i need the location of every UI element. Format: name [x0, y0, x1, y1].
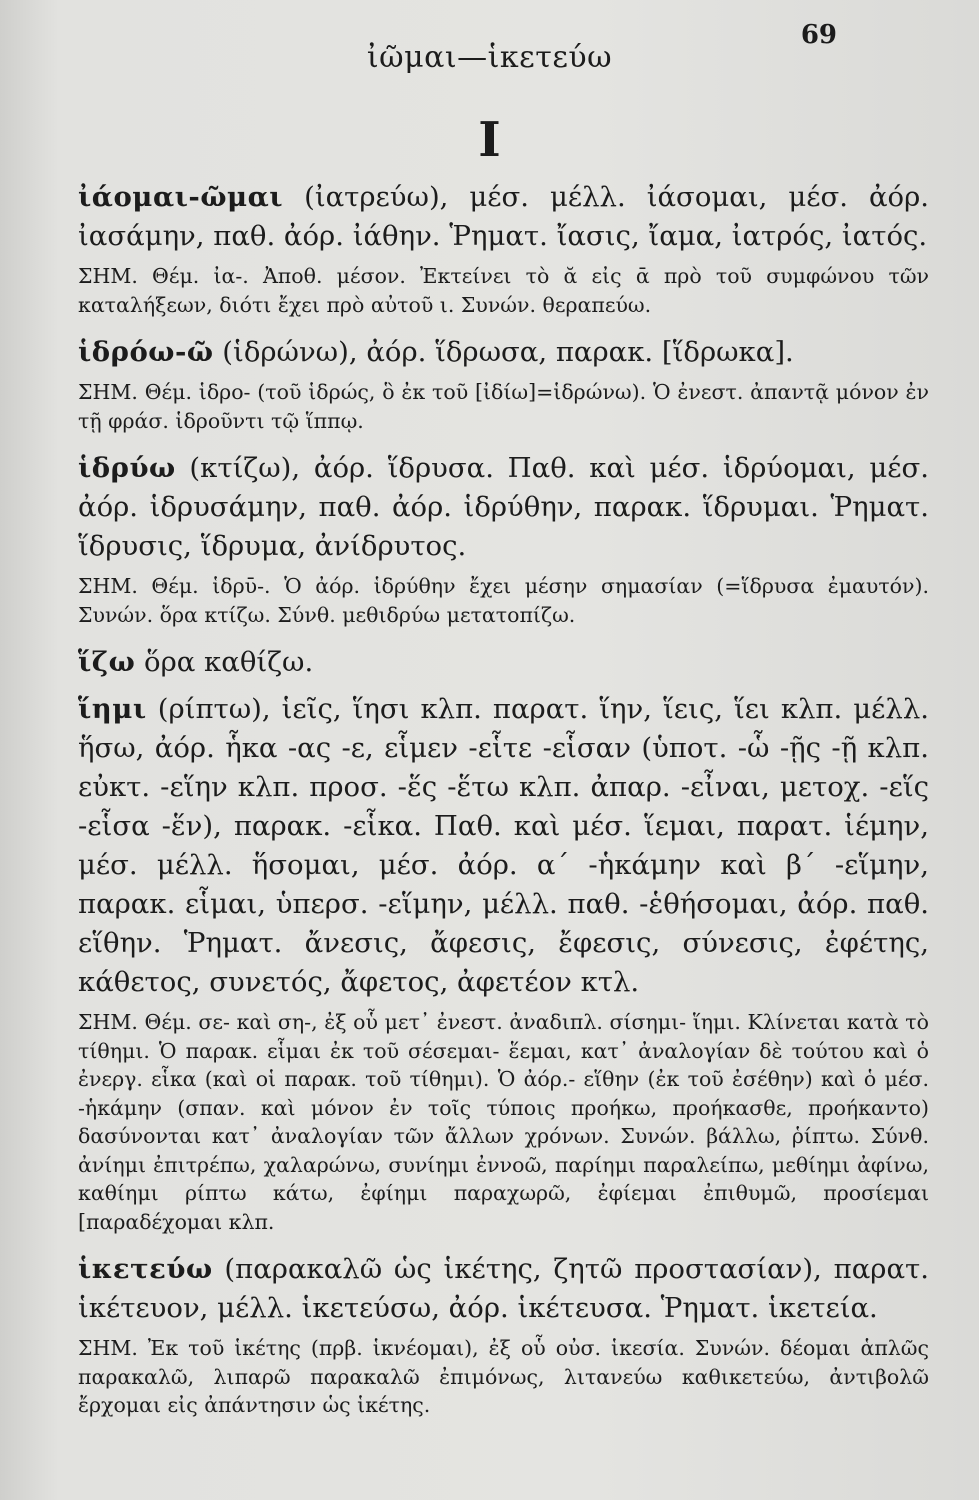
entries-column	[78, 178, 929, 1434]
entry-note: ΣΗΜ. Θέμ. ἱδρο- (τοῦ ἱδρώς, ὃ ἐκ τοῦ [ἰδίω]=ἱδρώνω). Ὁ ἐνεστ. ἀπαντᾷ μόνον ἐν τῇ φράσ. ἱδροῦντι τῷ ἵππῳ.	[78, 380, 929, 433]
entry-text: (παρακαλῶ ὡς ἱκέτης, ζητῶ προστασίαν), παρατ. ἱκέτευον, μέλλ. ἱκετεύσω, ἀόρ. ἱκέτευσα. Ῥηματ. ἱκετεία.	[78, 1253, 929, 1324]
entry-note: ΣΗΜ. Θέμ. ἱδρῡ-. Ὁ ἀόρ. ἱδρύθην ἔχει μέσην σημασίαν (=ἵδρυσα ἐμαυτόν). Συνών. ὅρα κτίζω. Σύνθ. μεθιδρύω μετατοπίζω.	[78, 574, 929, 627]
page-number: 69	[800, 20, 837, 50]
headword: ἵημι	[78, 693, 147, 725]
entry-hiemi	[78, 690, 929, 1002]
entry-hidryo	[78, 449, 929, 566]
entry-hidroo	[78, 333, 929, 372]
headword: ἵζω	[78, 646, 136, 678]
entry-text: (κτίζω), ἀόρ. ἵδρυσα. Παθ. καὶ μέσ. ἱδρύομαι, μέσ. ἀόρ. ἱδρυσάμην, παθ. ἀόρ. ἱδρύθην, παρακ. ἵδρυμαι. Ῥηματ. ἵδρυσις, ἵδρυμα, ἀνίδρυτος.	[78, 452, 929, 562]
entry-iaomai	[78, 178, 929, 256]
headword: ἰάομαι-ῶμαι	[78, 181, 284, 213]
entry-text: (ἱδρώνω), ἀόρ. ἵδρωσα, παρακ. [ἵδρωκα].	[213, 336, 794, 368]
entry-text: (ἰατρεύω), μέσ. μέλλ. ἰάσομαι, μέσ. ἀόρ. ἰασάμην, παθ. ἀόρ. ἰάθην. Ῥηματ. ἴασις, ἴαμα, ἰατρός, ἰατός.	[78, 181, 929, 252]
entry-text: ὅρα καθίζω.	[135, 646, 314, 678]
entry-note: ΣΗΜ. Θέμ. ἰα-. Ἀποθ. μέσον. Ἐκτείνει τὸ ᾰ εἰς ᾱ πρὸ τοῦ συμφώνου τῶν καταλήξεων, διότι ἔχει πρὸ αὐτοῦ ι. Συνών. θεραπεύω.	[78, 264, 929, 317]
entry-hizo	[78, 643, 929, 682]
entry-note: ΣΗΜ. Θέμ. σε- καὶ ση-, ἐξ οὗ μετ᾽ ἐνεστ. ἀναδιπλ. σίσημι- ἵημι. Κλίνεται κατὰ τὸ τίθημι. Ὁ παρακ. εἷμαι ἐκ τοῦ σέσεμαι- ἕεμαι, κατ᾽ ἀναλογίαν δὲ τούτου καὶ ὁ ἐνεργ. εἷκα (καὶ οἱ παρακ. τοῦ τίθημι). Ὁ ἀόρ.- εἵθην (ἐκ τοῦ ἐσέθην) καὶ ὁ μέσ. -ἡκάμην (σπαν. καὶ μόνον ἐν τοῖς τύποις προήκω, προήκασθε, προήκαντο) δασύνονται κατ᾽ ἀναλογίαν τῶν ἄλλων χρόνων. Συνών. βάλλω, ῥίπτω. Σύνθ. ἀνίημι ἐπιτρέπω, χαλαρώνω, συνίημι ἐννοῶ, παρίημι παραλείπω, μεθίημι ἀφίνω, καθίημι ρίπτω κάτω, ἐφίημι παραχωρῶ, ἐφίεμαι ἐπιθυμῶ, προσίεμαι [παραδέχομαι κλπ.	[78, 1010, 929, 1234]
section-letter: Ι	[478, 112, 501, 168]
headword: ἱδρύω	[78, 452, 176, 484]
entry-text: (ρίπτω), ἱεῖς, ἵησι κλπ. παρατ. ἵην, ἵεις, ἵει κλπ. μέλλ. ἥσω, ἀόρ. ἧκα -ας -ε, εἷμεν -εἷτε -εἷσαν (ὑποτ. -ὧ -ῇς -ῇ κλπ. εὐκτ. -εἵην κλπ. προσ. -ἕς -ἕτω κλπ. ἀπαρ. -εἶναι, μετοχ. -εἵς -εἷσα -ἕν), παρακ. -εἷκα. Παθ. καὶ μέσ. ἵεμαι, παρατ. ἱέμην, μέσ. μέλλ. ἥσομαι, μέσ. ἀόρ. α΄ -ἡκάμην καὶ β΄ -εἵμην, παρακ. εἷμαι, ὑπερσ. -εἵμην, μέλλ. παθ. -ἑθήσομαι, ἀόρ. παθ. εἵθην. Ῥηματ. ἄνεσις, ἄφεσις, ἔφεσις, σύνεσις, ἐφέτης, κάθετος, συνετός, ἄφετος, ἀφετέον κτλ.	[78, 693, 929, 998]
running-head: ἰῶμαι—ἱκετεύω	[366, 40, 613, 75]
entry-note: ΣΗΜ. Ἐκ τοῦ ἱκέτης (πρβ. ἱκνέομαι), ἐξ οὗ οὐσ. ἱκεσία. Συνών. δέομαι ἁπλῶς παρακαλῶ, λιπαρῶ παρακαλῶ ἐπιμόνως, λιτανεύω καθικετεύω, ἀντιβολῶ ἔρχομαι εἰς ἀπάντησιν ὡς ἱκέτης.	[78, 1336, 929, 1417]
headword: ἱδρόω-ῶ	[78, 336, 214, 368]
headword: ἱκετεύω	[78, 1253, 213, 1285]
entry-hiketeuo	[78, 1250, 929, 1328]
